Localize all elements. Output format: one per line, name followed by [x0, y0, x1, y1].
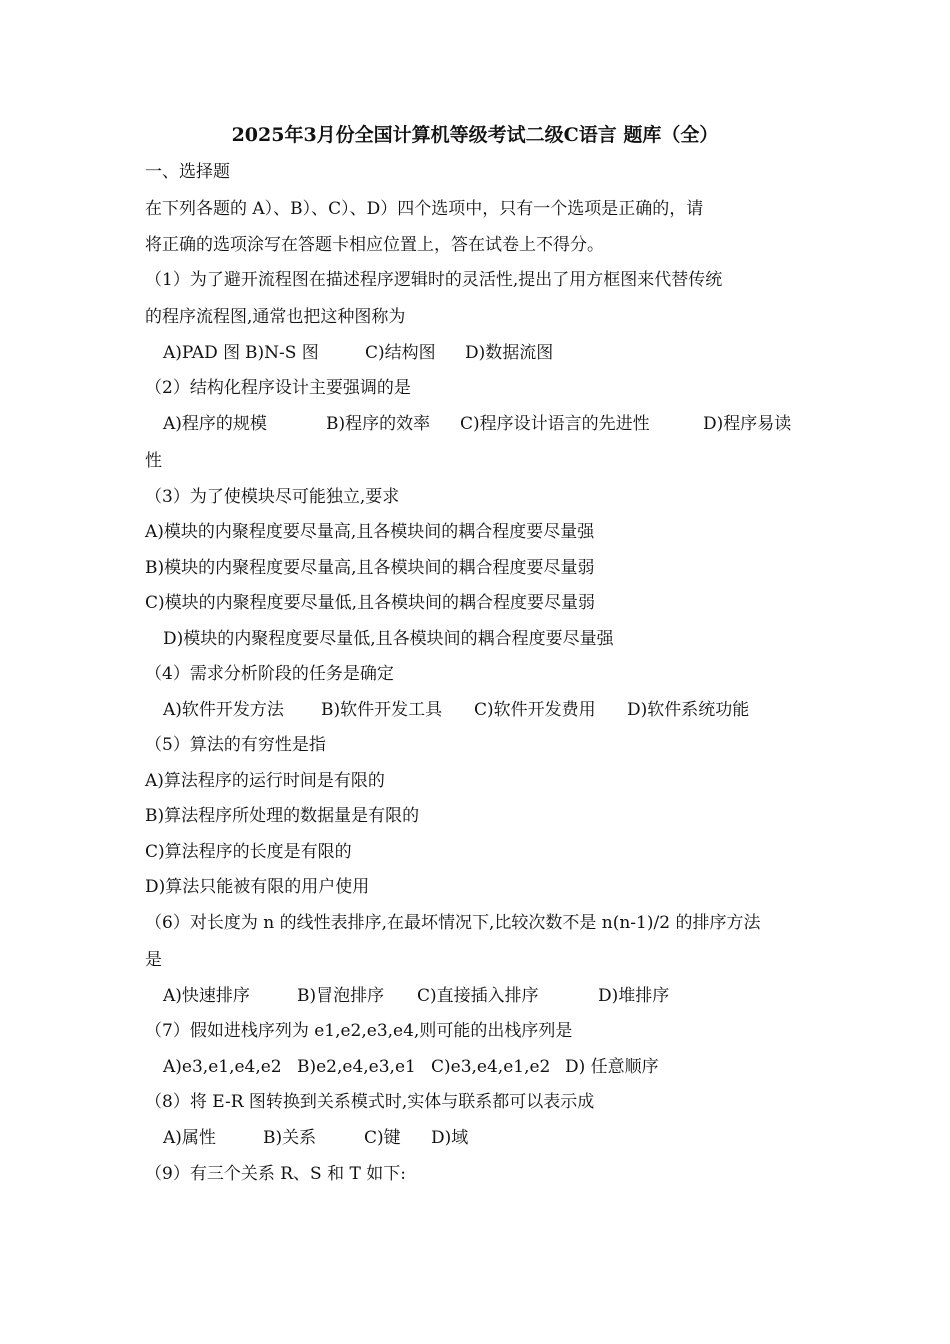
question-2-option-a: A)程序的规模 [163, 414, 267, 434]
question-4-stem: （4）需求分析阶段的任务是确定 [145, 664, 394, 684]
question-5-option-a: A)算法程序的运行时间是有限的 [145, 771, 385, 791]
intro-line-1: 在下列各题的 A）、B）、C）、D）四个选项中，只有一个选项是正确的，请 [145, 199, 704, 219]
question-6-option-a: A)快速排序 [163, 986, 250, 1006]
question-7-option-d: D) 任意顺序 [565, 1057, 659, 1077]
question-1-option-b: B)N-S 图 [245, 343, 319, 363]
page-title: 2025年3月份全国计算机等级考试二级C语言 题库（全） [231, 124, 719, 146]
question-5-stem: （5）算法的有穷性是指 [145, 735, 326, 755]
question-6-stem: （6）对长度为 n 的线性表排序,在最坏情况下,比较次数不是 n(n-1)/2 的排序方法 [145, 913, 761, 933]
question-2-option-d: D)程序易读 [703, 414, 792, 434]
question-5-option-c: C)算法程序的长度是有限的 [145, 842, 352, 862]
question-1-stem-line-1: （1）为了避开流程图在描述程序逻辑时的灵活性,提出了用方框图来代替传统 [145, 270, 723, 290]
question-8-option-c: C)键 [364, 1128, 401, 1148]
question-8-stem: （8）将 E-R 图转换到关系模式时,实体与联系都可以表示成 [145, 1092, 595, 1112]
question-8-option-a: A)属性 [163, 1128, 216, 1148]
question-3-option-a: A)模块的内聚程度要尽量高,且各模块间的耦合程度要尽量强 [145, 522, 595, 542]
question-2-option-b: B)程序的效率 [326, 414, 431, 434]
question-4-option-d: D)软件系统功能 [627, 700, 750, 720]
question-3-option-b: B)模块的内聚程度要尽量高,且各模块间的耦合程度要尽量弱 [145, 558, 595, 578]
section-heading: 一、选择题 [145, 162, 230, 182]
question-3-option-d: D)模块的内聚程度要尽量低,且各模块间的耦合程度要尽量强 [163, 629, 614, 649]
question-4-option-b: B)软件开发工具 [321, 700, 443, 720]
question-7-option-c: C)e3,e4,e1,e2 [431, 1057, 551, 1077]
question-2-option-d-wrap: 性 [145, 451, 162, 471]
question-1-stem-line-2: 的程序流程图,通常也把这种图称为 [145, 307, 406, 327]
question-3-stem: （3）为了使模块尽可能独立,要求 [145, 487, 400, 507]
question-1-option-c: C)结构图 [365, 343, 436, 363]
question-2-stem: （2）结构化程序设计主要强调的是 [145, 378, 411, 398]
question-1-option-d: D)数据流图 [465, 343, 554, 363]
question-5-option-d: D)算法只能被有限的用户使用 [145, 877, 370, 897]
question-7-stem: （7）假如进栈序列为 e1,e2,e3,e4,则可能的出栈序列是 [145, 1021, 573, 1041]
question-2-option-c: C)程序设计语言的先进性 [460, 414, 650, 434]
question-6-stem-wrap: 是 [145, 950, 162, 970]
question-6-option-b: B)冒泡排序 [297, 986, 385, 1006]
intro-line-2: 将正确的选项涂写在答题卡相应位置上，答在试卷上不得分。 [145, 235, 604, 255]
question-7-option-a: A)e3,e1,e4,e2 [163, 1057, 282, 1077]
question-8-option-d: D)域 [431, 1128, 469, 1148]
question-4-option-a: A)软件开发方法 [163, 700, 284, 720]
question-6-option-c: C)直接插入排序 [417, 986, 539, 1006]
question-5-option-b: B)算法程序所处理的数据量是有限的 [145, 806, 420, 826]
question-6-option-d: D)堆排序 [598, 986, 670, 1006]
question-3-option-c: C)模块的内聚程度要尽量低,且各模块间的耦合程度要尽量弱 [145, 593, 596, 613]
question-4-option-c: C)软件开发费用 [474, 700, 596, 720]
question-8-option-b: B)关系 [263, 1128, 317, 1148]
question-9-stem: （9）有三个关系 R、S 和 T 如下: [145, 1164, 406, 1184]
question-7-option-b: B)e2,e4,e3,e1 [297, 1057, 416, 1077]
question-1-option-a: A)PAD 图 [163, 343, 241, 363]
